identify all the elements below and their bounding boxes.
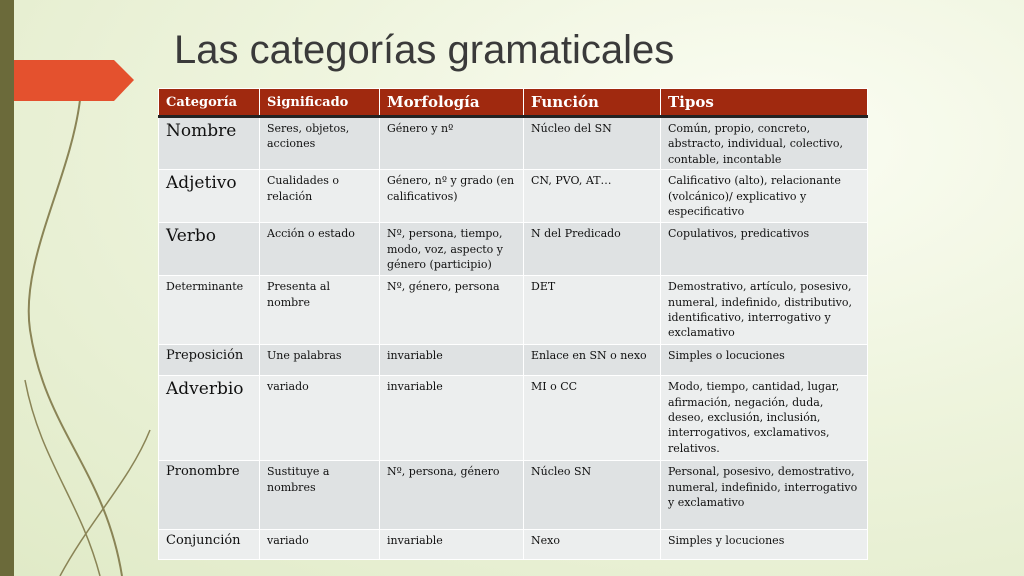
accent-arrow-icon bbox=[14, 60, 134, 101]
cell-funcion: Núcleo del SN bbox=[524, 117, 661, 170]
cell-tipos: Demostrativo, artículo, posesivo, numeral, indefinido, distributivo, identificativo, interrogativo y exclamativo bbox=[661, 276, 868, 345]
cell-funcion: N del Predicado bbox=[524, 223, 661, 276]
header-tipos: Tipos bbox=[661, 89, 868, 117]
cell-morfologia: invariable bbox=[380, 345, 524, 376]
cell-tipos: Simples y locuciones bbox=[661, 530, 868, 560]
cell-morfologia: Nº, género, persona bbox=[380, 276, 524, 345]
table-row bbox=[159, 345, 868, 376]
header-morfologia: Morfología bbox=[380, 89, 524, 117]
cell-tipos: Calificativo (alto), relacionante (volcánico)/ explicativo y especificativo bbox=[661, 170, 868, 223]
grammar-table bbox=[158, 88, 868, 560]
header-significado: Significado bbox=[260, 89, 380, 117]
slide-title: Las categorías gramaticales bbox=[174, 28, 675, 72]
table-row bbox=[159, 223, 868, 276]
table-row bbox=[159, 170, 868, 223]
header-funcion: Función bbox=[524, 89, 661, 117]
cell-significado: Une palabras bbox=[260, 345, 380, 376]
table-header-row bbox=[159, 89, 868, 117]
table-row bbox=[159, 530, 868, 560]
cell-tipos: Personal, posesivo, demostrativo, numeral, indefinido, interrogativo y exclamativo bbox=[661, 461, 868, 530]
cell-tipos: Copulativos, predicativos bbox=[661, 223, 868, 276]
cell-category: Adjetivo bbox=[159, 170, 260, 223]
cell-significado: variado bbox=[260, 376, 380, 461]
cell-category: Verbo bbox=[159, 223, 260, 276]
cell-significado: Sustituye a nombres bbox=[260, 461, 380, 530]
cell-morfologia: invariable bbox=[380, 530, 524, 560]
table-row bbox=[159, 376, 868, 461]
cell-category: Adverbio bbox=[159, 376, 260, 461]
cell-category: Nombre bbox=[159, 117, 260, 170]
cell-funcion: DET bbox=[524, 276, 661, 345]
cell-category: Pronombre bbox=[159, 461, 260, 530]
cell-significado: Cualidades o relación bbox=[260, 170, 380, 223]
cell-tipos: Modo, tiempo, cantidad, lugar, afirmación, negación, duda, deseo, exclusión, inclusión, interrogativos, exclamativos, relativos. bbox=[661, 376, 868, 461]
cell-category: Conjunción bbox=[159, 530, 260, 560]
cell-tipos: Común, propio, concreto, abstracto, individual, colectivo, contable, incontable bbox=[661, 117, 868, 170]
cell-funcion: CN, PVO, AT… bbox=[524, 170, 661, 223]
cell-tipos: Simples o locuciones bbox=[661, 345, 868, 376]
cell-funcion: Enlace en SN o nexo bbox=[524, 345, 661, 376]
cell-significado: variado bbox=[260, 530, 380, 560]
cell-category: Determinante bbox=[159, 276, 260, 345]
cell-morfologia: Género y nº bbox=[380, 117, 524, 170]
cell-funcion: Nexo bbox=[524, 530, 661, 560]
cell-category: Preposición bbox=[159, 345, 260, 376]
cell-significado: Seres, objetos, acciones bbox=[260, 117, 380, 170]
cell-morfologia: invariable bbox=[380, 376, 524, 461]
table-row bbox=[159, 117, 868, 170]
cell-funcion: MI o CC bbox=[524, 376, 661, 461]
cell-funcion: Núcleo SN bbox=[524, 461, 661, 530]
cell-significado: Presenta al nombre bbox=[260, 276, 380, 345]
cell-significado: Acción o estado bbox=[260, 223, 380, 276]
cell-morfologia: Nº, persona, tiempo, modo, voz, aspecto y género (participio) bbox=[380, 223, 524, 276]
cell-morfologia: Género, nº y grado (en calificativos) bbox=[380, 170, 524, 223]
header-categoria: Categoría bbox=[159, 89, 260, 117]
cell-morfologia: Nº, persona, género bbox=[380, 461, 524, 530]
table-row bbox=[159, 461, 868, 530]
table-row bbox=[159, 276, 868, 345]
